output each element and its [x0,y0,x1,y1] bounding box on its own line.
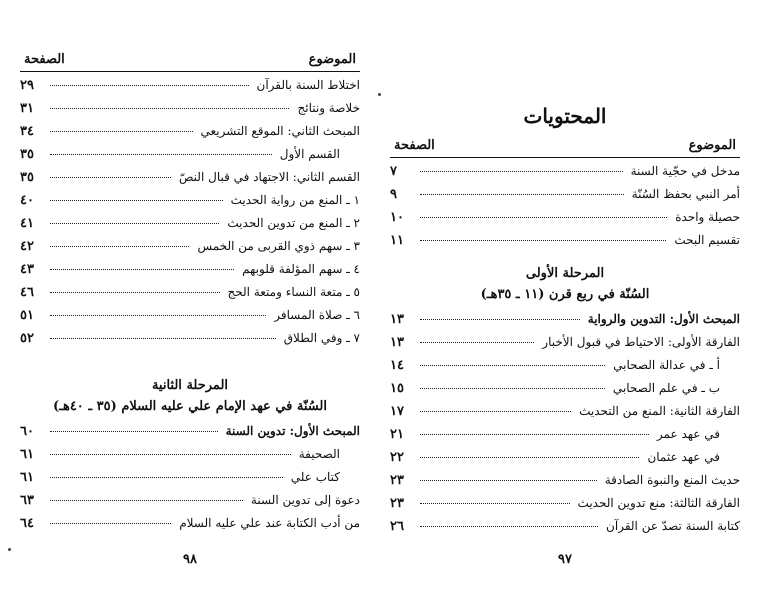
toc-entry: مدخل في حجّية السنة ٧ [390,164,740,179]
toc-entry: ٣ ـ سهم ذوي القربى من الخمس ٤٢ [20,239,360,254]
left-toc-top [20,78,360,354]
toc-entry: الصحيفة ٦١ [20,447,340,462]
toc-entry: ١ ـ المنع من رواية الحديث ٤٠ [20,193,360,208]
toc-entry: المبحث الأول: التدوين والرواية ١٣ [390,312,740,327]
toc-entry: ٤ ـ سهم المؤلفة قلوبهم ٤٣ [20,262,360,277]
header-rule [390,157,740,158]
toc-entry: كتابة السنة تصدّ عن القرآن ٢٦ [390,519,740,534]
section-subtitle: السُنّة في ربع قرن (١١ ـ ٣٥هـ) [480,287,650,302]
topic-heading: الموضوع [308,52,356,67]
left-column-header [20,52,360,67]
toc-entry: كتاب علي ٦١ [20,470,340,485]
toc-entry: أ ـ في عدالة الصحابي ١٤ [390,358,720,373]
left-toc-bottom [20,424,360,539]
section-subtitle: السُنّة في عهد الإمام علي عليه السلام (٣٥ ـ ٤٠هـ) [53,399,327,414]
toc-entry: اختلاط السنة بالقرآن ٢٩ [20,78,360,93]
page-number: ٩٧ [558,552,572,567]
section-title: المرحلة الثانية [151,378,229,393]
toc-entry: ب ـ في علم الصحابي ١٥ [390,381,720,396]
toc-entry: الفارقة الأولى: الاحتياط في قبول الأخبار ١٣ [390,335,740,350]
right-column-header [390,138,740,153]
topic-heading: الموضوع [688,138,736,153]
right-toc-top [390,164,740,256]
left-page [20,0,360,601]
toc-entry: ٥ ـ متعة النساء ومتعة الحج ٤٦ [20,285,360,300]
toc-entry: ٧ ـ وفي الطلاق ٥٢ [20,331,360,346]
contents-title: المحتويات [523,104,607,128]
toc-entry: القسم الأول ٣٥ [20,147,340,162]
right-toc-bottom [390,312,740,542]
page-heading: الصفحة [24,52,65,67]
right-page [390,0,740,601]
toc-entry: تقسيم البحث ١١ [390,233,740,248]
toc-entry: أمر النبي بحفظ السُنّة ٩ [390,187,740,202]
page-heading: الصفحة [394,138,435,153]
scan-speck [8,548,11,551]
toc-entry: ٦ ـ صلاة المسافر ٥١ [20,308,360,323]
toc-entry: في عهد عمر ٢١ [390,427,720,442]
toc-entry: من أدب الكتابة عند علي عليه السلام ٦٤ [20,516,360,531]
toc-entry: المبحث الثاني: الموقع التشريعي ٣٤ [20,124,360,139]
toc-entry: المبحث الأول: تدوين السنة ٦٠ [20,424,360,439]
toc-entry: حصيلة واحدة ١٠ [390,210,740,225]
toc-entry: ٢ ـ المنع من تدوين الحديث ٤١ [20,216,360,231]
page-number: ٩٨ [183,552,197,567]
toc-entry: في عهد عثمان ٢٢ [390,450,720,465]
toc-entry: الفارقة الثانية: المنع من التحديث ١٧ [390,404,740,419]
toc-entry: حديث المنع والنبوة الصادقة ٢٣ [390,473,740,488]
scan-speck [378,93,381,96]
section-title: المرحلة الأولى [525,266,605,281]
toc-entry: خلاصة ونتائج ٣١ [20,101,360,116]
toc-entry: القسم الثاني: الاجتهاد في قبال النصّ ٣٥ [20,170,360,185]
toc-entry: دعوة إلى تدوين السنة ٦٣ [20,493,360,508]
toc-entry: الفارقة الثالثة: منع تدوين الحديث ٢٣ [390,496,740,511]
header-rule [20,71,360,72]
